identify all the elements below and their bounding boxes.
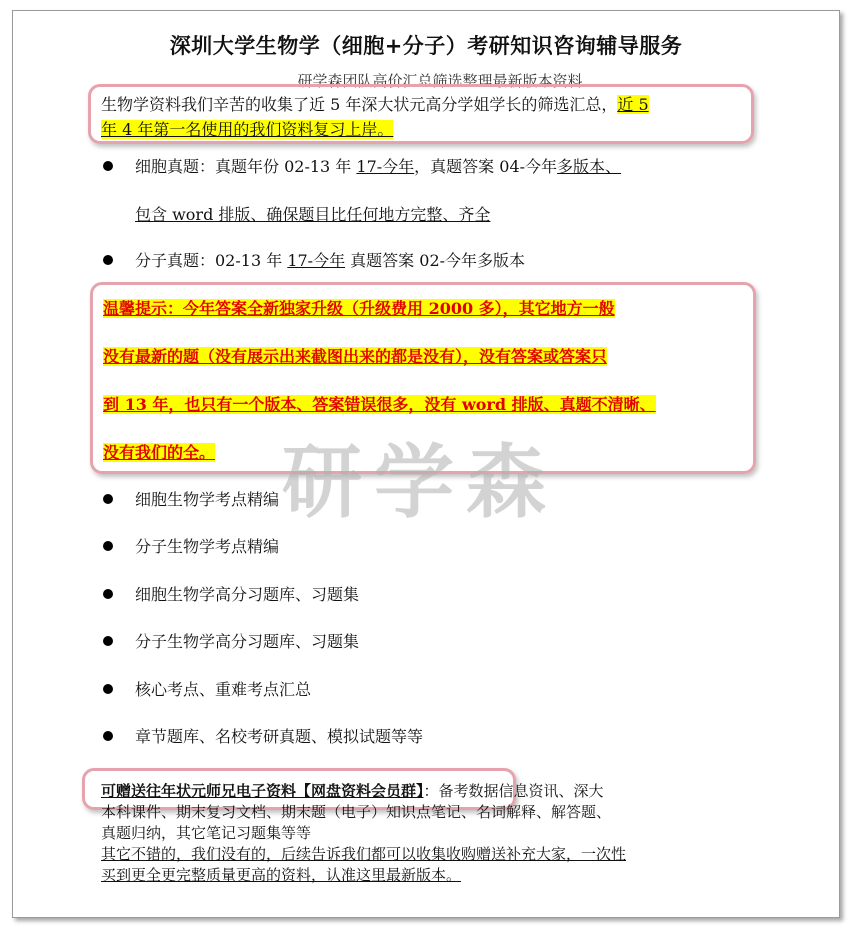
bullet-dot — [103, 731, 113, 741]
list-item: 章节题库、名校考研真题、模拟试题等等 — [103, 724, 423, 747]
warning-line-1: 温馨提示：今年答案全新独家升级（升级费用 2000 多），其它地方一般 — [103, 299, 615, 318]
list-item: 细胞生物学高分习题库、习题集 — [103, 582, 359, 605]
bullet-cell-exam-continued: 包含 word 排版、确保题目比任何地方完整、齐全 — [135, 205, 491, 224]
list-item: 分子生物学高分习题库、习题集 — [103, 629, 359, 652]
bullet-dot — [103, 255, 113, 265]
intro-text: 生物学资料我们辛苦的收集了近 5 年深大状元高分学姐学长的筛选汇总， — [101, 95, 618, 114]
gift-lead: 可赠送往年状元师兄电子资料【网盘资料会员群】 — [101, 782, 424, 800]
watermark: 研学森 — [282, 436, 558, 529]
list-item: 细胞生物学考点精编 — [103, 487, 279, 510]
document-subtitle: 研学森团队高价汇总筛选整理最新版本资料 — [297, 72, 583, 90]
bullet-dot — [103, 589, 113, 599]
bullet-cell-exam: 细胞真题：真题年份 02-13 年 17-今年，真题答案 04-今年多版本、 — [103, 154, 621, 177]
warning-line-2: 没有最新的题（没有展示出来截图出来的都是没有），没有答案或答案只 — [103, 347, 608, 366]
gift-paragraph: 可赠送往年状元师兄电子资料【网盘资料会员群】：备考数据信息资讯、深大 本科课件、期末复习文档、期末题（电子）知识点笔记、名词解释、解答题、 真题归纳，其它笔记习题集等等 其它不错的，我们没有的，后续告诉我们都可以收集收购赠送补充大家，一次性 买到更全更完整质量更高的资料，认准这里最新版本。 — [101, 782, 627, 884]
bullet-dot — [103, 684, 113, 694]
bullet-dot — [103, 161, 113, 171]
warning-line-3: 到 13 年，也只有一个版本、答案错误很多，没有 word 排版、真题不清晰、 — [103, 395, 656, 414]
bullet-dot — [103, 494, 113, 504]
bullet-dot — [103, 636, 113, 646]
list-item: 分子生物学考点精编 — [103, 534, 279, 557]
warning-line-4: 没有我们的全。 — [103, 443, 216, 462]
list-item: 核心考点、重难考点汇总 — [103, 677, 311, 700]
document-title: 深圳大学生物学（细胞+分子）考研知识咨询辅导服务 — [169, 34, 683, 58]
bullet-dot — [103, 541, 113, 551]
intro-paragraph — [101, 92, 741, 142]
intro-highlight-2: 年 4 年第一名使用的我们资料复习上岸。 — [101, 120, 394, 139]
intro-highlight-1: 近 5 — [617, 95, 649, 114]
bullet-molecular-exam: 分子真题：02-13 年 17-今年 真题答案 02-今年多版本 — [103, 248, 525, 271]
